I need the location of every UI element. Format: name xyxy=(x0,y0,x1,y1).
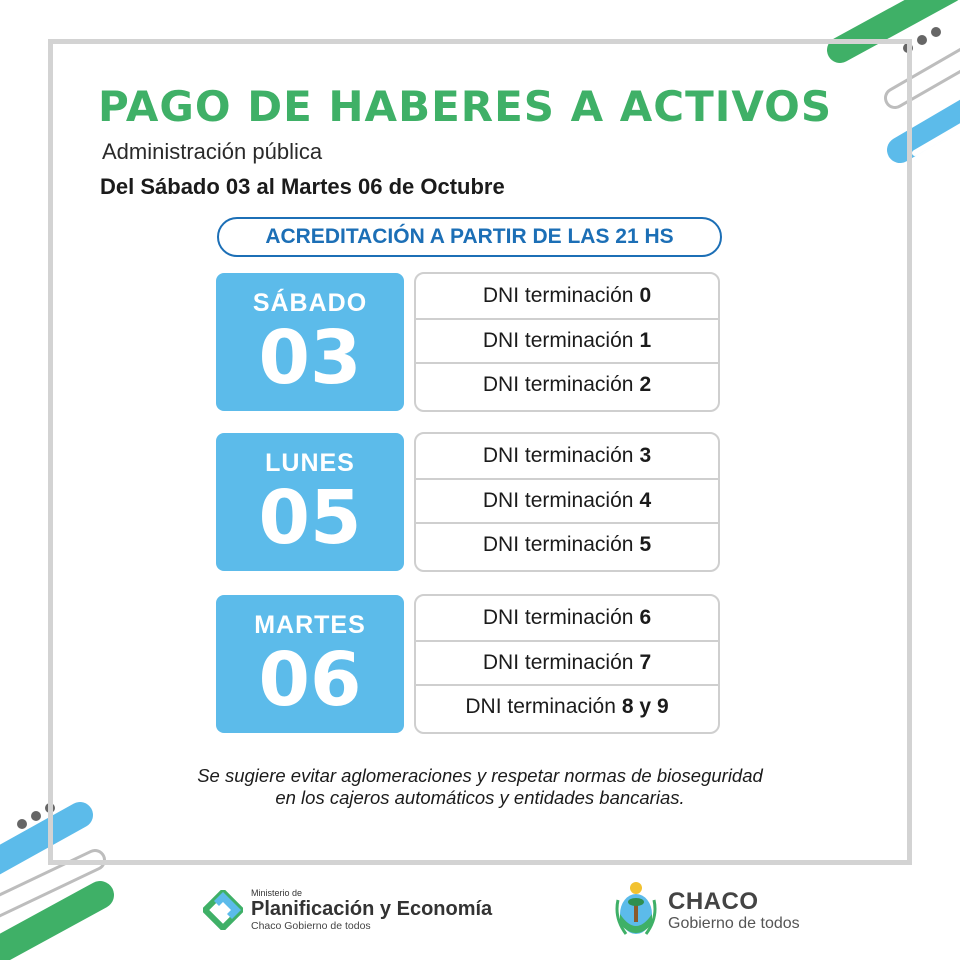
dni-digit: 5 xyxy=(639,533,652,556)
chaco-logo xyxy=(614,880,800,942)
dni-digit: 1 xyxy=(639,329,652,352)
list-item xyxy=(416,640,718,684)
dni-digit: 4 xyxy=(639,489,652,512)
dni-label: DNI terminación xyxy=(482,651,634,674)
list-item xyxy=(416,596,718,640)
dni-digit: 6 xyxy=(639,606,652,629)
dni-digit: 8 y 9 xyxy=(621,695,669,718)
subtitle: Administración pública xyxy=(102,139,323,164)
list-item xyxy=(416,318,718,362)
list-item xyxy=(416,522,718,566)
accreditation-text: ACREDITACIÓN A PARTIR DE LAS 21 HS xyxy=(265,225,674,248)
day-name: MARTES xyxy=(254,611,366,639)
dni-label: DNI terminación xyxy=(482,489,634,512)
dni-label: DNI terminación xyxy=(482,284,634,307)
day-number: 05 xyxy=(258,475,362,561)
day-number: 03 xyxy=(258,315,362,401)
ministry-subtitle: Chaco Gobierno de todos xyxy=(251,920,371,932)
dni-label: DNI terminación xyxy=(482,533,634,556)
list-item xyxy=(416,434,718,478)
ministry-logo xyxy=(203,888,492,932)
page-title: PAGO DE HABERES A ACTIVOS xyxy=(98,82,833,131)
dni-digit: 7 xyxy=(639,651,652,674)
day-number: 06 xyxy=(258,637,362,723)
ministry-small-label: Ministerio de xyxy=(251,888,303,898)
date-range: Del Sábado 03 al Martes 06 de Octubre xyxy=(100,174,505,199)
day-card-sabado xyxy=(216,273,404,411)
list-item xyxy=(416,478,718,522)
day-name: LUNES xyxy=(265,449,355,477)
dni-digit: 3 xyxy=(639,444,652,467)
dni-label: DNI terminación xyxy=(482,444,634,467)
dni-digit: 0 xyxy=(639,284,652,307)
biosafety-note: Se sugiere evitar aglomeraciones y respetar normas de bioseguridad en los cajeros automáticos y entidades bancarias. xyxy=(197,765,763,808)
dni-list-sabado xyxy=(414,272,720,412)
chaco-shield-icon xyxy=(614,880,658,942)
dni-digit: 2 xyxy=(639,373,652,396)
dni-label: DNI terminación xyxy=(482,606,634,629)
dni-label: DNI terminación xyxy=(465,695,616,718)
dni-label: DNI terminación xyxy=(482,329,634,352)
list-item xyxy=(416,274,718,318)
list-item xyxy=(416,362,718,406)
dni-list-martes xyxy=(414,594,720,734)
province-subtitle: Gobierno de todos xyxy=(668,915,800,932)
diamond-logo-icon xyxy=(203,890,243,930)
day-card-martes xyxy=(216,595,404,733)
day-name: SÁBADO xyxy=(252,289,368,317)
dni-list-lunes xyxy=(414,432,720,572)
list-item xyxy=(416,684,718,728)
accreditation-badge xyxy=(217,217,722,257)
day-card-lunes xyxy=(216,433,404,571)
ministry-name: Planificación y Economía xyxy=(251,898,493,920)
dni-label: DNI terminación xyxy=(482,373,634,396)
province-name: CHACO xyxy=(668,888,759,915)
